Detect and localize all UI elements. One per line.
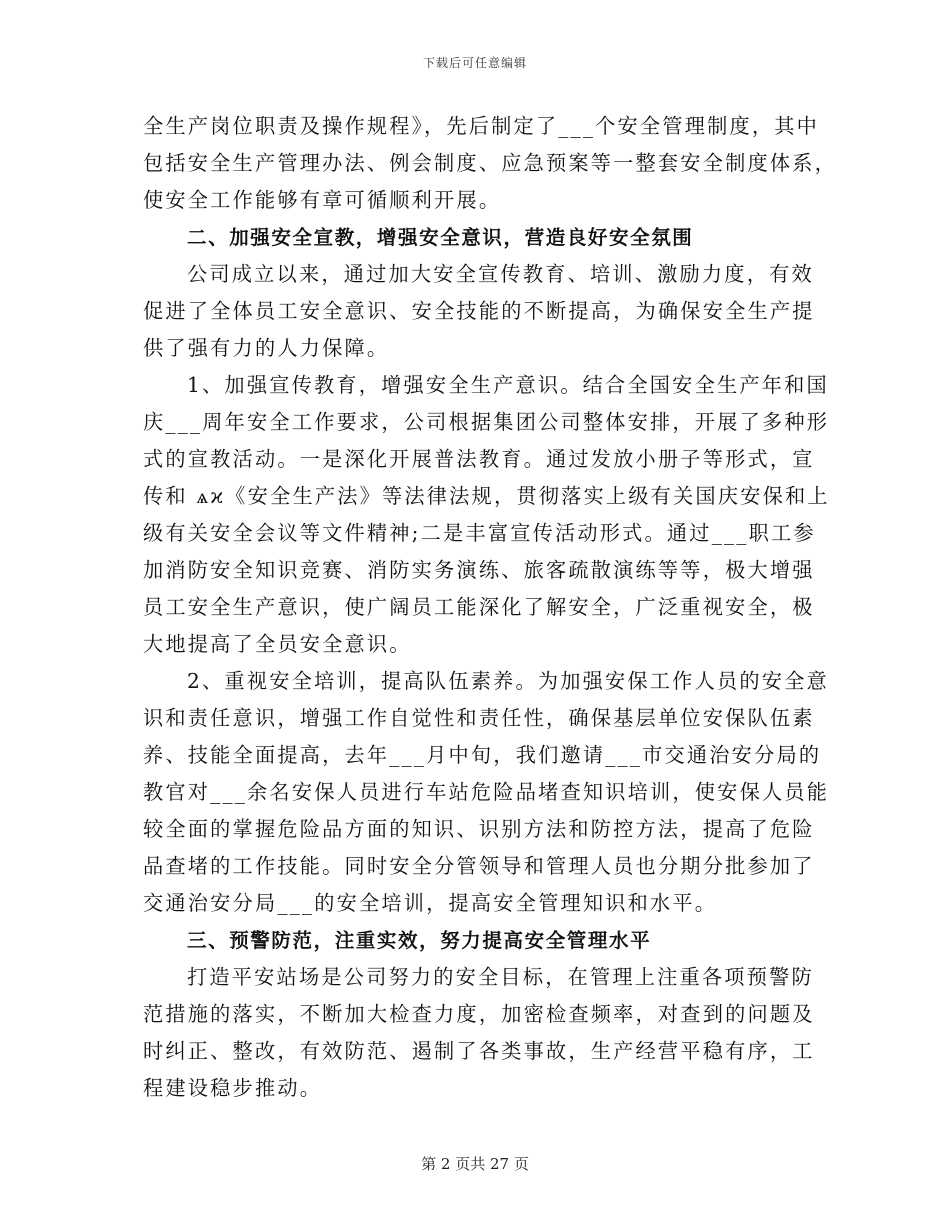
- body-line: 传和 ѧϰ《安全生产法》等法律法规，贯彻落实上级有关国庆安保和上: [143, 484, 830, 508]
- page-number-footer: 第 2 页共 27 页: [421, 1155, 529, 1173]
- body-line: 全生产岗位职责及操作规程》，先后制定了___个安全管理制度，其中: [143, 114, 820, 138]
- body-line: 时纠正、整改，有效防范、遏制了各类事故，生产经营平稳有序，工: [143, 1039, 815, 1063]
- body-line: 大地提高了全员安全意识。: [143, 632, 412, 656]
- body-line: 范措施的落实，不断加大检查力度，加密检查频率，对查到的问题及: [143, 1002, 815, 1026]
- body-line: 教官对___余名安保人员进行车站危险品堵查知识培训，使安保人员能: [143, 780, 830, 804]
- body-line: 庆___周年安全工作要求，公司根据集团公司整体安排，开展了多种形: [143, 410, 830, 434]
- section-heading: 三、预警防范，注重实效，努力提高安全管理水平: [187, 929, 652, 952]
- body-line: 较全面的掌握危险品方面的知识、识别方法和防控方法，提高了危险: [143, 817, 815, 841]
- body-line: 交通治安分局___的安全培训，提高安全管理知识和水平。: [143, 891, 718, 915]
- body-line: 公司成立以来，通过加大安全宣传教育、培训、激励力度，有效: [187, 262, 814, 286]
- body-line: 式的宣教活动。一是深化开展普法教育。通过发放小册子等形式，宣: [143, 447, 815, 471]
- body-line: 打造平安站场是公司努力的安全目标，在管理上注重各项预警防: [187, 965, 814, 989]
- body-line: 加消防安全知识竞赛、消防实务演练、旅客疏散演练等等，极大增强: [143, 558, 815, 582]
- body-line: 1、加强宣传教育，增强安全生产意识。结合全国安全生产年和国: [187, 373, 829, 397]
- section-heading: 二、加强安全宣教，增强安全意识，营造良好安全氛围: [187, 226, 694, 249]
- body-line: 2、重视安全培训，提高队伍素养。为加强安保工作人员的安全意: [187, 669, 829, 693]
- body-line: 程建设稳步推动。: [143, 1076, 323, 1100]
- body-line: 员工安全生产意识，使广阔员工能深化了解安全，广泛重视安全，极: [143, 595, 815, 619]
- document-body: [143, 108, 838, 1107]
- body-line: 促进了全体员工安全意识、安全技能的不断提高，为确保安全生产提: [143, 299, 815, 323]
- body-line: 使安全工作能够有章可循顺利开展。: [143, 188, 502, 212]
- body-line: 供了强有力的人力保障。: [143, 336, 390, 360]
- body-line: 级有关安全会议等文件精神;二是丰富宣传活动形式。通过___职工参: [143, 521, 816, 545]
- body-line: 包括安全生产管理办法、例会制度、应急预案等一整套安全制度体系，: [143, 151, 838, 175]
- body-line: 品查堵的工作技能。同时安全分管领导和管理人员也分期分批参加了: [143, 854, 815, 878]
- body-line: 养、技能全面提高，去年___月中旬，我们邀请___市交通治安分局的: [143, 743, 822, 767]
- body-line: 识和责任意识，增强工作自觉性和责任性，确保基层单位安保队伍素: [143, 706, 815, 730]
- page-header: 下载后可任意编辑: [422, 56, 527, 70]
